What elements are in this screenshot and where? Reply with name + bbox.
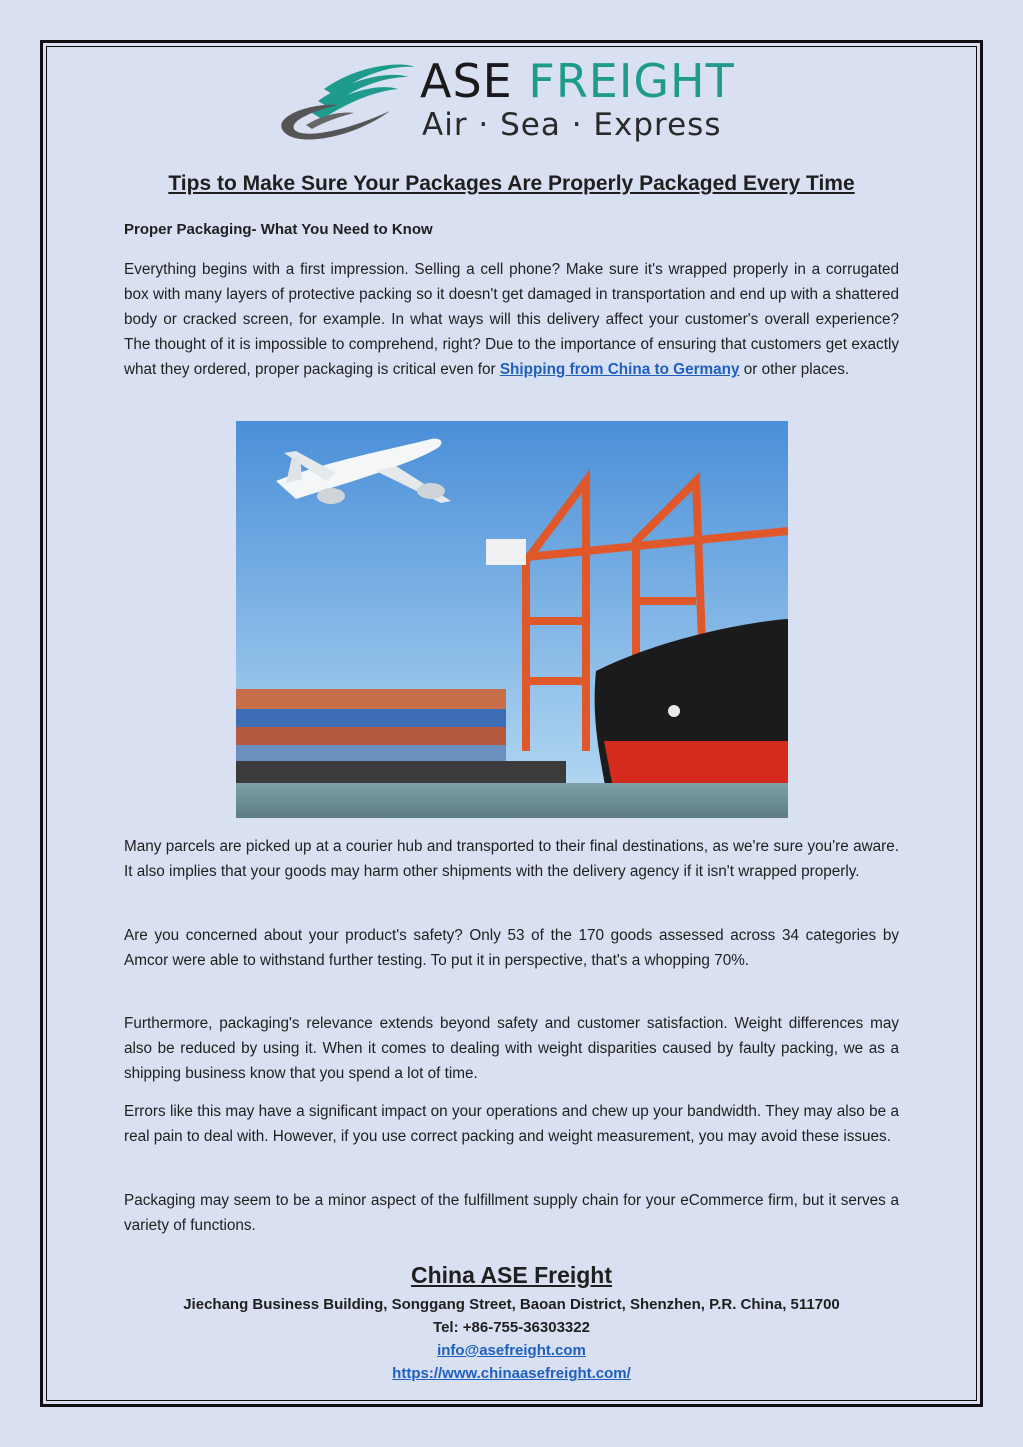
footer-telephone: Tel: +86-755-36303322 bbox=[433, 1319, 590, 1336]
footer-website-link[interactable]: https://www.chinaasefreight.com/ bbox=[392, 1365, 631, 1382]
logo-tagline: Air · Sea · Express bbox=[422, 107, 722, 143]
paragraph-3: Are you concerned about your product's safety? Only 53 of the 170 goods assessed across 34 categories by Amcor were able to withstand further testing. To put it in perspective, that's a whopping 70%. bbox=[124, 927, 899, 969]
paragraph-1 bbox=[124, 257, 899, 382]
logo-text bbox=[420, 55, 760, 143]
freight-illustration bbox=[236, 421, 788, 818]
footer-address: Jiechang Business Building, Songgang Street, Baoan District, Shenzhen, P.R. China, 511700 bbox=[183, 1296, 840, 1313]
article-subheading: Proper Packaging- What You Need to Know bbox=[124, 221, 433, 238]
footer-email-link[interactable]: info@asefreight.com bbox=[437, 1342, 586, 1359]
paragraph-5: Errors like this may have a significant impact on your operations and chew up your bandwidth. They may also be a real pain to deal with. However, if you use correct packing and weight measurement, you may avoid these issues. bbox=[124, 1103, 899, 1145]
logo-name-ase: ASE bbox=[420, 54, 513, 108]
paragraph-2: Many parcels are picked up at a courier hub and transported to their final destinations, as we're sure you're aware. It also implies that your goods may harm other shipments with the delivery agency if it isn't wrapped properly. bbox=[124, 838, 899, 880]
ase-freight-logo bbox=[272, 55, 752, 150]
footer-company-name: China ASE Freight bbox=[410, 1262, 613, 1288]
paragraph-1-text-b: or other places. bbox=[739, 361, 850, 378]
paragraph-6: Packaging may seem to be a minor aspect of the fulfillment supply chain for your eCommerce firm, but it serves a variety of functions. bbox=[124, 1192, 899, 1234]
article-title: Tips to Make Sure Your Packages Are Properly Packaged Every Time bbox=[168, 172, 855, 195]
logo-name bbox=[420, 55, 760, 107]
swoosh-logo-icon bbox=[272, 59, 417, 144]
freight-photo bbox=[236, 421, 788, 818]
shipping-china-germany-link[interactable]: Shipping from China to Germany bbox=[499, 361, 740, 378]
paragraph-4: Furthermore, packaging's relevance extends beyond safety and customer satisfaction. Weight differences may also be reduced by using it. When it comes to dealing with weight disparities caused by faulty packing, we as a shipping business know that you spend a lot of time. bbox=[124, 1015, 899, 1082]
logo-name-freight: FREIGHT bbox=[528, 54, 735, 108]
paragraph-1-text-a: Everything begins with a first impression. Selling a cell phone? Make sure it's wrapped properly in a corrugated box with many layers of protective packing so it doesn't get damaged in transportation and end up with a shattered body or cracked screen, for example. In what ways will this delivery affect your customer's overall experience? The thought of it is impossible to comprehend, right? Due to the importance of ensuring that customers get exactly what they ordered, proper packaging is critical even for bbox=[124, 261, 899, 378]
